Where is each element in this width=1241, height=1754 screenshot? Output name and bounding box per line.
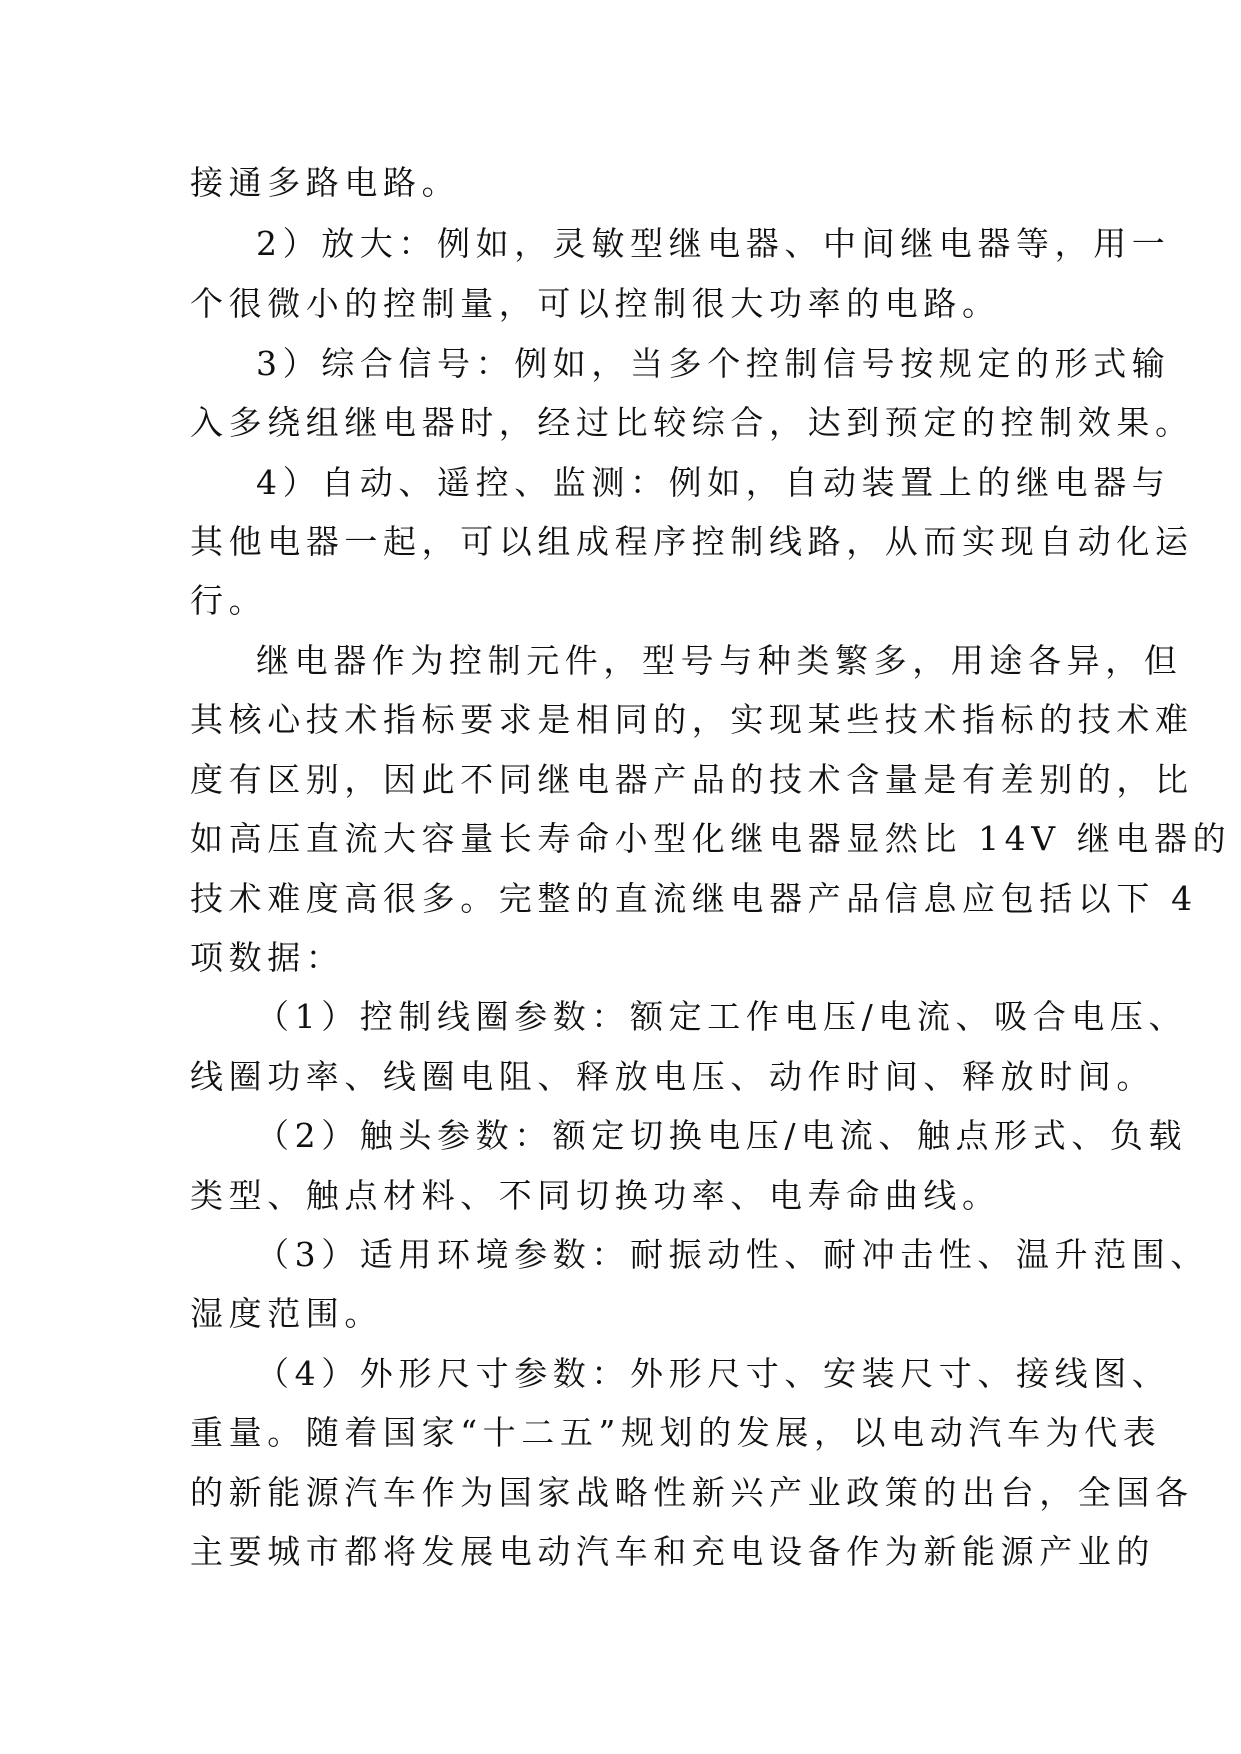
text-line: 3）综合信号：例如，当多个控制信号按规定的形式输 bbox=[256, 344, 1171, 383]
text-line: 4）自动、遥控、监测：例如，自动装置上的继电器与 bbox=[256, 463, 1171, 502]
text-line: （4）外形尺寸参数：外形尺寸、安装尺寸、接线图、 bbox=[256, 1354, 1171, 1393]
text-line: 的新能源汽车作为国家战略性新兴产业政策的出台，全国各 bbox=[190, 1473, 1194, 1512]
text-line: 线圈功率、线圈电阻、释放电压、动作时间、释放时间。 bbox=[190, 1057, 1155, 1096]
text-line: 接通多路电路。 bbox=[190, 163, 461, 202]
text-line: 个很微小的控制量，可以控制很大功率的电路。 bbox=[190, 284, 1001, 323]
text-line: 2）放大：例如，灵敏型继电器、中间继电器等，用一 bbox=[256, 224, 1171, 263]
text-line: 湿度范围。 bbox=[190, 1294, 383, 1333]
text-line: 类型、触点材料、不同切换功率、电寿命曲线。 bbox=[190, 1176, 1001, 1215]
text-line: 其核心技术指标要求是相同的，实现某些技术指标的技术难 bbox=[190, 700, 1194, 739]
text-line: （2）触头参数：额定切换电压/电流、触点形式、负载 bbox=[256, 1116, 1188, 1155]
text-line: （1）控制线圈参数：额定工作电压/电流、吸合电压、 bbox=[256, 997, 1188, 1036]
text-line: 项数据： bbox=[190, 938, 345, 977]
text-line: 行。 bbox=[190, 581, 268, 620]
text-line: 主要城市都将发展电动汽车和充电设备作为新能源产业的 bbox=[190, 1532, 1155, 1571]
text-line: （3）适用环境参数：耐振动性、耐冲击性、温升范围、 bbox=[256, 1235, 1209, 1274]
text-line: 技术难度高很多。完整的直流继电器产品信息应包括以下 4 bbox=[190, 879, 1198, 918]
text-line: 其他电器一起，可以组成程序控制线路，从而实现自动化运 bbox=[190, 522, 1194, 561]
text-line: 继电器作为控制元件，型号与种类繁多，用途各异，但 bbox=[256, 641, 1183, 680]
text-line: 如高压直流大容量长寿命小型化继电器显然比 14V 继电器的 bbox=[190, 819, 1232, 858]
text-line: 重量。随着国家“十二五”规划的发展，以电动汽车为代表 bbox=[190, 1413, 1162, 1452]
text-line: 入多绕组继电器时，经过比较综合，达到预定的控制效果。 bbox=[190, 403, 1194, 442]
text-line: 度有区别，因此不同继电器产品的技术含量是有差别的，比 bbox=[190, 760, 1194, 799]
